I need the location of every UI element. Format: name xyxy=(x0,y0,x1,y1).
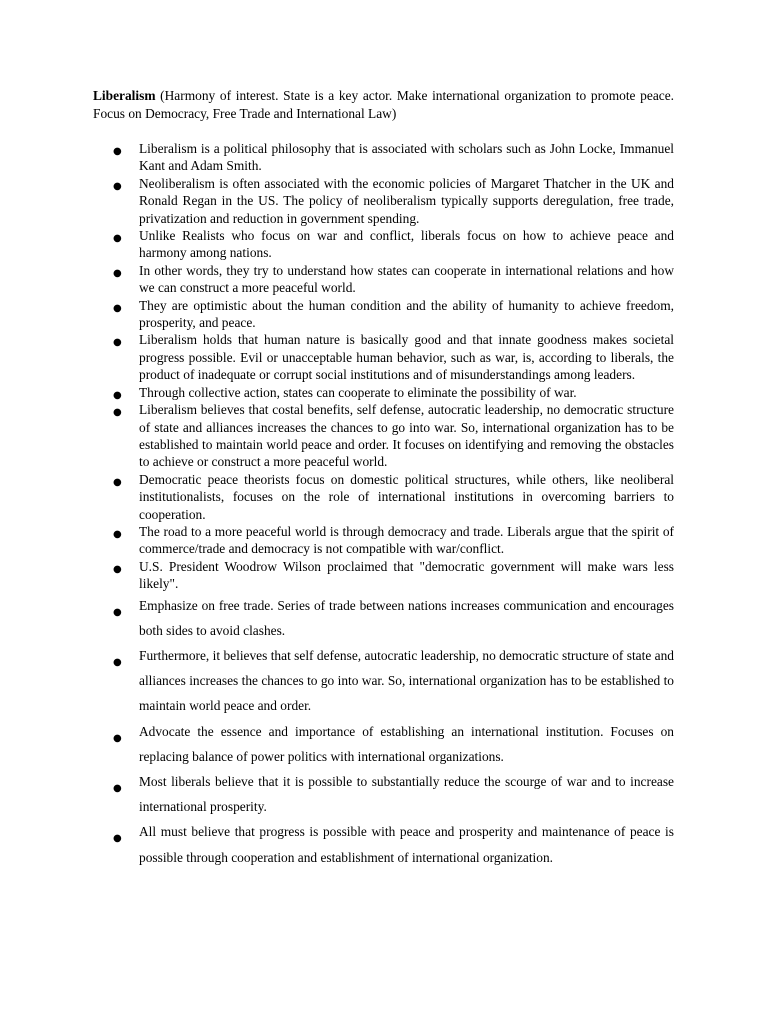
list-item: ● Emphasize on free trade. Series of trade between nations increases communication and encourages both sides to avoid clashes. xyxy=(93,593,674,643)
list-item: ● Most liberals believe that it is possible to substantially reduce the scourge of war and to increase international prosperity. xyxy=(93,769,674,819)
list-item: ● Neoliberalism is often associated with the economic policies of Margaret Thatcher in the UK and Ronald Regan in the US. The policy of neoliberalism typically supports deregulation, free trade, privatization and reduction in government spending. xyxy=(93,175,674,227)
list-item: ● Liberalism holds that human nature is basically good and that innate goodness makes societal progress possible. Evil or unacceptable human behavior, such as war, is, according to liberals, the product of inadequate or corrupt social institutions and of misunderstandings among leaders. xyxy=(93,331,674,383)
heading-description: (Harmony of interest. State is a key actor. Make international organization to promote peace. Focus on Democracy, Free Trade and International Law) xyxy=(93,88,674,121)
list-item: ● Furthermore, it believes that self defense, autocratic leadership, no democratic structure of state and alliances increases the chances to go into war. So, international organization has to be established to maintain world peace and order. xyxy=(93,643,674,719)
list-item: ● All must believe that progress is possible with peace and prosperity and maintenance of peace is possible through cooperation and establishment of international organization. xyxy=(93,819,674,869)
list-item: ● Liberalism believes that costal benefits, self defense, autocratic leadership, no democratic structure of state and alliances increases the chances to go into war. So, international organization has to be established to maintain world peace and order. It focuses on identifying and removing the obstacles to achieve or construct a more peaceful world. xyxy=(93,401,674,471)
bullet-list xyxy=(93,140,674,870)
list-item: ● Advocate the essence and importance of establishing an international institution. Focuses on replacing balance of power politics with international organizations. xyxy=(93,719,674,769)
list-item: ● Unlike Realists who focus on war and conflict, liberals focus on how to achieve peace and harmony among nations. xyxy=(93,227,674,262)
list-item: ● Democratic peace theorists focus on domestic political structures, while others, like neoliberal institutionalists, focuses on the role of international institutions in overcoming barriers to cooperation. xyxy=(93,471,674,523)
list-item: ● They are optimistic about the human condition and the ability of humanity to achieve freedom, prosperity, and peace. xyxy=(93,297,674,332)
intro-paragraph xyxy=(93,87,674,122)
list-item: ● In other words, they try to understand how states can cooperate in international relations and how we can construct a more peaceful world. xyxy=(93,262,674,297)
list-item: ● Liberalism is a political philosophy that is associated with scholars such as John Locke, Immanuel Kant and Adam Smith. xyxy=(93,140,674,175)
list-item: ● Through collective action, states can cooperate to eliminate the possibility of war. xyxy=(93,384,674,401)
list-item: ● U.S. President Woodrow Wilson proclaimed that "democratic government will make wars less likely". xyxy=(93,558,674,593)
list-item: ● The road to a more peaceful world is through democracy and trade. Liberals argue that the spirit of commerce/trade and democracy is not compatible with war/conflict. xyxy=(93,523,674,558)
document-page xyxy=(93,87,674,870)
heading-term: Liberalism xyxy=(93,88,156,103)
